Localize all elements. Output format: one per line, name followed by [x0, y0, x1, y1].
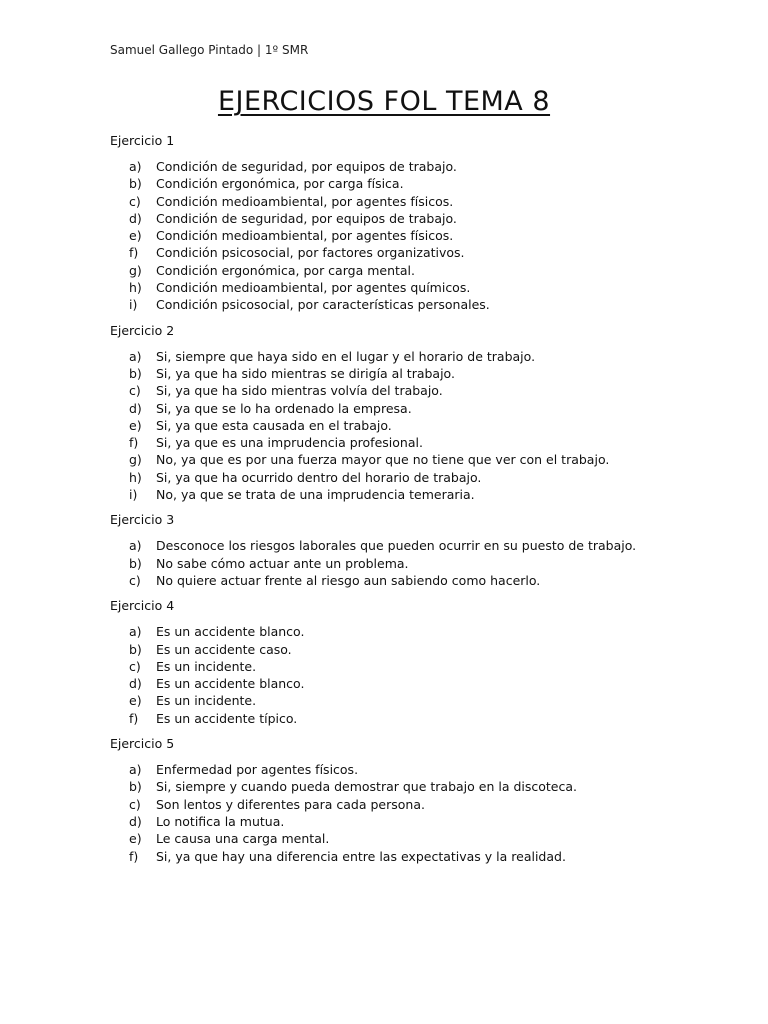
- answer-letter: c): [129, 193, 141, 209]
- answer-letter: c): [129, 383, 141, 399]
- answer-letter: e): [129, 693, 142, 709]
- answer-text: Es un accidente blanco.: [156, 624, 305, 640]
- exercise-heading: Ejercicio 5: [110, 736, 175, 752]
- answer-item: [110, 469, 710, 486]
- answer-letter: e): [129, 417, 142, 433]
- answer-letter: b): [129, 365, 142, 381]
- answer-text: Es un incidente.: [156, 658, 257, 674]
- answer-text: Desconoce los riesgos laborales que pueden ocurrir en su puesto de trabajo.: [156, 538, 637, 554]
- answer-letter: f): [129, 245, 139, 261]
- answer-item: [110, 675, 710, 692]
- answer-letter: f): [129, 848, 139, 864]
- answer-text: No, ya que se trata de una imprudencia temeraria.: [156, 487, 475, 503]
- answer-item: [110, 778, 710, 795]
- answer-text: Condición psicosocial, por factores organizativos.: [156, 245, 465, 261]
- answer-list: [110, 158, 710, 314]
- answer-item: [110, 796, 710, 813]
- answer-text: Si, ya que ha sido mientras volvía del trabajo.: [156, 383, 443, 399]
- answer-letter: b): [129, 176, 142, 192]
- answer-item: [110, 451, 710, 468]
- answer-letter: c): [129, 796, 141, 812]
- page-title: EJERCICIOS FOL TEMA 8: [217, 86, 551, 117]
- answer-text: Si, ya que se lo ha ordenado la empresa.: [156, 400, 412, 416]
- answer-item: [110, 175, 710, 192]
- answer-letter: g): [129, 262, 142, 278]
- answer-letter: a): [129, 348, 142, 364]
- answer-text: Si, ya que ha ocurrido dentro del horario de trabajo.: [156, 469, 482, 485]
- answer-text: Condición medioambiental, por agentes físicos.: [156, 193, 454, 209]
- answer-item: [110, 848, 710, 865]
- exercise-heading: Ejercicio 3: [110, 512, 175, 528]
- exercise-section: [110, 322, 710, 504]
- answer-letter: a): [129, 538, 142, 554]
- answer-letter: h): [129, 280, 142, 296]
- answer-text: Si, ya que esta causada en el trabajo.: [156, 417, 392, 433]
- answer-item: [110, 279, 710, 296]
- answer-text: Si, siempre que haya sido en el lugar y el horario de trabajo.: [156, 348, 536, 364]
- answer-text: Es un incidente.: [156, 693, 257, 709]
- exercise-heading: Ejercicio 1: [110, 133, 175, 148]
- exercise-heading: Ejercicio 2: [110, 322, 175, 338]
- answer-item: [110, 158, 710, 175]
- answer-text: Si, ya que hay una diferencia entre las expectativas y la realidad.: [156, 848, 566, 864]
- answer-item: [110, 434, 710, 451]
- answer-letter: f): [129, 710, 139, 726]
- answer-letter: f): [129, 435, 139, 451]
- answer-item: [110, 537, 710, 554]
- answer-list: [110, 348, 710, 504]
- answer-letter: d): [129, 676, 142, 692]
- answer-letter: a): [129, 159, 142, 174]
- answer-text: Enfermedad por agentes físicos.: [156, 762, 359, 778]
- answer-item: [110, 227, 710, 244]
- answer-item: [110, 486, 710, 503]
- answer-text: Si, ya que ha sido mientras se dirigía al trabajo.: [156, 365, 455, 381]
- answer-text: Condición de seguridad, por equipos de trabajo.: [156, 159, 457, 174]
- answer-text: No, ya que es por una fuerza mayor que no tiene que ver con el trabajo.: [156, 452, 610, 468]
- answer-letter: e): [129, 831, 142, 847]
- answer-item: [110, 555, 710, 572]
- answer-list: [110, 623, 710, 727]
- answer-letter: e): [129, 228, 142, 244]
- answer-text: Es un accidente blanco.: [156, 676, 305, 692]
- answer-item: [110, 641, 710, 658]
- exercise-section: [110, 597, 710, 727]
- answer-text: Lo notifica la mutua.: [156, 813, 285, 829]
- answer-item: [110, 623, 710, 640]
- exercise-section: [110, 735, 710, 865]
- answer-list: [110, 537, 710, 589]
- answer-item: [110, 572, 710, 589]
- answer-list: [110, 761, 710, 865]
- answer-text: Condición medioambiental, por agentes físicos.: [156, 228, 454, 244]
- answer-text: Es un accidente caso.: [156, 641, 292, 657]
- exercise-heading: Ejercicio 4: [110, 598, 175, 614]
- answer-text: Condición ergonómica, por carga mental.: [156, 262, 415, 278]
- answer-text: Condición ergonómica, por carga física.: [156, 176, 404, 192]
- answer-text: Le causa una carga mental.: [156, 831, 330, 847]
- answer-letter: a): [129, 624, 142, 640]
- answer-letter: h): [129, 469, 142, 485]
- answer-letter: c): [129, 572, 141, 588]
- answer-item: [110, 296, 710, 313]
- author-header: Samuel Gallego Pintado | 1º SMR: [110, 43, 309, 57]
- exercise-list: [110, 132, 710, 873]
- answer-letter: d): [129, 210, 142, 226]
- answer-item: [110, 692, 710, 709]
- answer-letter: c): [129, 658, 141, 674]
- answer-item: [110, 193, 710, 210]
- answer-letter: d): [129, 813, 142, 829]
- exercise-section: [110, 132, 710, 314]
- answer-item: [110, 382, 710, 399]
- answer-text: Condición medioambiental, por agentes químicos.: [156, 280, 471, 296]
- answer-letter: i): [129, 297, 138, 313]
- answer-text: Son lentos y diferentes para cada persona.: [156, 796, 425, 812]
- answer-item: [110, 400, 710, 417]
- answer-item: [110, 365, 710, 382]
- answer-item: [110, 262, 710, 279]
- answer-item: [110, 761, 710, 778]
- answer-item: [110, 244, 710, 261]
- answer-letter: g): [129, 452, 142, 468]
- answer-letter: d): [129, 400, 142, 416]
- answer-text: Condición de seguridad, por equipos de trabajo.: [156, 210, 457, 226]
- answer-text: Condición psicosocial, por características personales.: [156, 297, 490, 313]
- answer-item: [110, 830, 710, 847]
- answer-item: [110, 348, 710, 365]
- answer-letter: a): [129, 762, 142, 778]
- answer-letter: b): [129, 641, 142, 657]
- answer-letter: b): [129, 555, 142, 571]
- answer-item: [110, 658, 710, 675]
- exercise-section: [110, 511, 710, 589]
- answer-item: [110, 210, 710, 227]
- answer-text: No sabe cómo actuar ante un problema.: [156, 555, 409, 571]
- answer-letter: i): [129, 487, 138, 503]
- answer-item: [110, 417, 710, 434]
- answer-letter: b): [129, 779, 142, 795]
- answer-text: Es un accidente típico.: [156, 710, 298, 726]
- answer-item: [110, 710, 710, 727]
- answer-text: No quiere actuar frente al riesgo aun sabiendo como hacerlo.: [156, 572, 541, 588]
- answer-text: Si, ya que es una imprudencia profesional.: [156, 435, 423, 451]
- answer-item: [110, 813, 710, 830]
- answer-text: Si, siempre y cuando pueda demostrar que trabajo en la discoteca.: [156, 779, 578, 795]
